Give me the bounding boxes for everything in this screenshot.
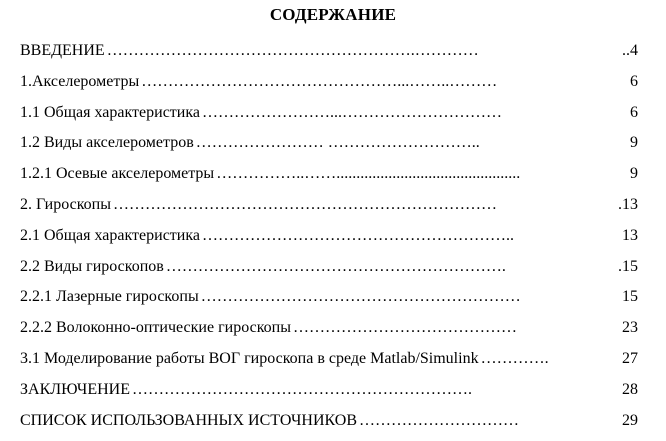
toc-entry-title: СПИСОК ИСПОЛЬЗОВАННЫХ ИСТОЧНИКОВ — [20, 411, 358, 429]
toc-entry — [20, 379, 638, 401]
toc-entry-title: 1.1 Общая характеристика — [20, 103, 200, 121]
toc-entry-title: 1.Акселерометры — [20, 72, 140, 90]
toc-entry — [20, 225, 638, 247]
toc-entry-page-number: 23 — [622, 319, 638, 337]
toc-entry-page-number: 27 — [622, 350, 638, 367]
toc-entry-title: 2. Гироскопы — [20, 196, 111, 213]
toc-entry-page-number: .15 — [618, 257, 638, 275]
toc-entry — [20, 71, 638, 93]
toc-entry-page-number: 13 — [622, 226, 638, 244]
toc-entry — [20, 194, 638, 216]
toc-entry-leader: ……………………………………………………………… — [112, 196, 497, 213]
toc-entry-leader: ……………………...………………………… — [201, 103, 502, 121]
toc-entry-leader: ………………………………………………….. — [201, 226, 514, 244]
toc-entry-title: 2.2 Виды гироскопов — [20, 257, 164, 275]
toc-entry-page-number: ..4 — [622, 42, 638, 59]
toc-entry-title: 2.1 Общая характеристика — [20, 226, 200, 244]
toc-entry-leader: ………………………………………………………. — [131, 380, 472, 398]
toc-entry-leader: ……………..…….............................................. — [216, 165, 521, 183]
toc-entry-page-number: .13 — [618, 196, 638, 213]
toc-entry-title: 2.2.2 Волоконно-оптические гироскопы — [20, 319, 291, 337]
toc-entry-page-number: 29 — [622, 411, 638, 429]
toc-entry-title: 2.2.1 Лазерные гироскопы — [20, 288, 199, 306]
toc-title: СОДЕРЖАНИЕ — [269, 5, 397, 24]
toc-entry — [20, 286, 638, 308]
toc-entry-leader: ………………………………………………….………… — [106, 42, 479, 59]
toc-entry-page-number: 9 — [630, 165, 638, 183]
toc-entry-leader: …………. — [480, 350, 549, 367]
toc-entry-leader: …………………………………… — [292, 319, 517, 337]
toc-entry-leader: …………………………………………...……..……… — [141, 72, 498, 90]
toc-entry-title: ВВЕДЕНИЕ — [20, 42, 105, 59]
toc-entry-title: 3.1 Моделирование работы ВОГ гироскопа в среде Matlab/Simulink — [20, 350, 479, 367]
toc-entry — [20, 102, 638, 124]
toc-entry-page-number: 28 — [622, 380, 638, 398]
toc-entry-page-number: 15 — [622, 288, 638, 306]
toc-entry-page-number: 9 — [630, 134, 638, 152]
toc-entry-leader: …………………… ……………………….. — [195, 134, 480, 152]
toc-entry — [20, 132, 638, 154]
toc-entry-leader: …………………………………………………… — [200, 288, 521, 306]
toc-entry — [20, 317, 638, 339]
toc-entry — [20, 163, 638, 185]
toc-entry-page-number: 6 — [630, 103, 638, 121]
toc-entry-leader: ………………………… — [359, 411, 520, 429]
toc-entry-title: 1.2 Виды акселерометров — [20, 134, 194, 152]
toc-entry-leader: ………………………………………………………. — [165, 257, 506, 275]
toc-entry — [20, 40, 638, 62]
toc-entry-title: ЗАКЛЮЧЕНИЕ — [20, 380, 130, 398]
toc-entry-page-number: 6 — [630, 72, 638, 90]
toc-entry — [20, 348, 638, 370]
toc-entry-title: 1.2.1 Осевые акселерометры — [20, 165, 215, 183]
toc-entry — [20, 410, 638, 432]
toc-entry — [20, 256, 638, 278]
